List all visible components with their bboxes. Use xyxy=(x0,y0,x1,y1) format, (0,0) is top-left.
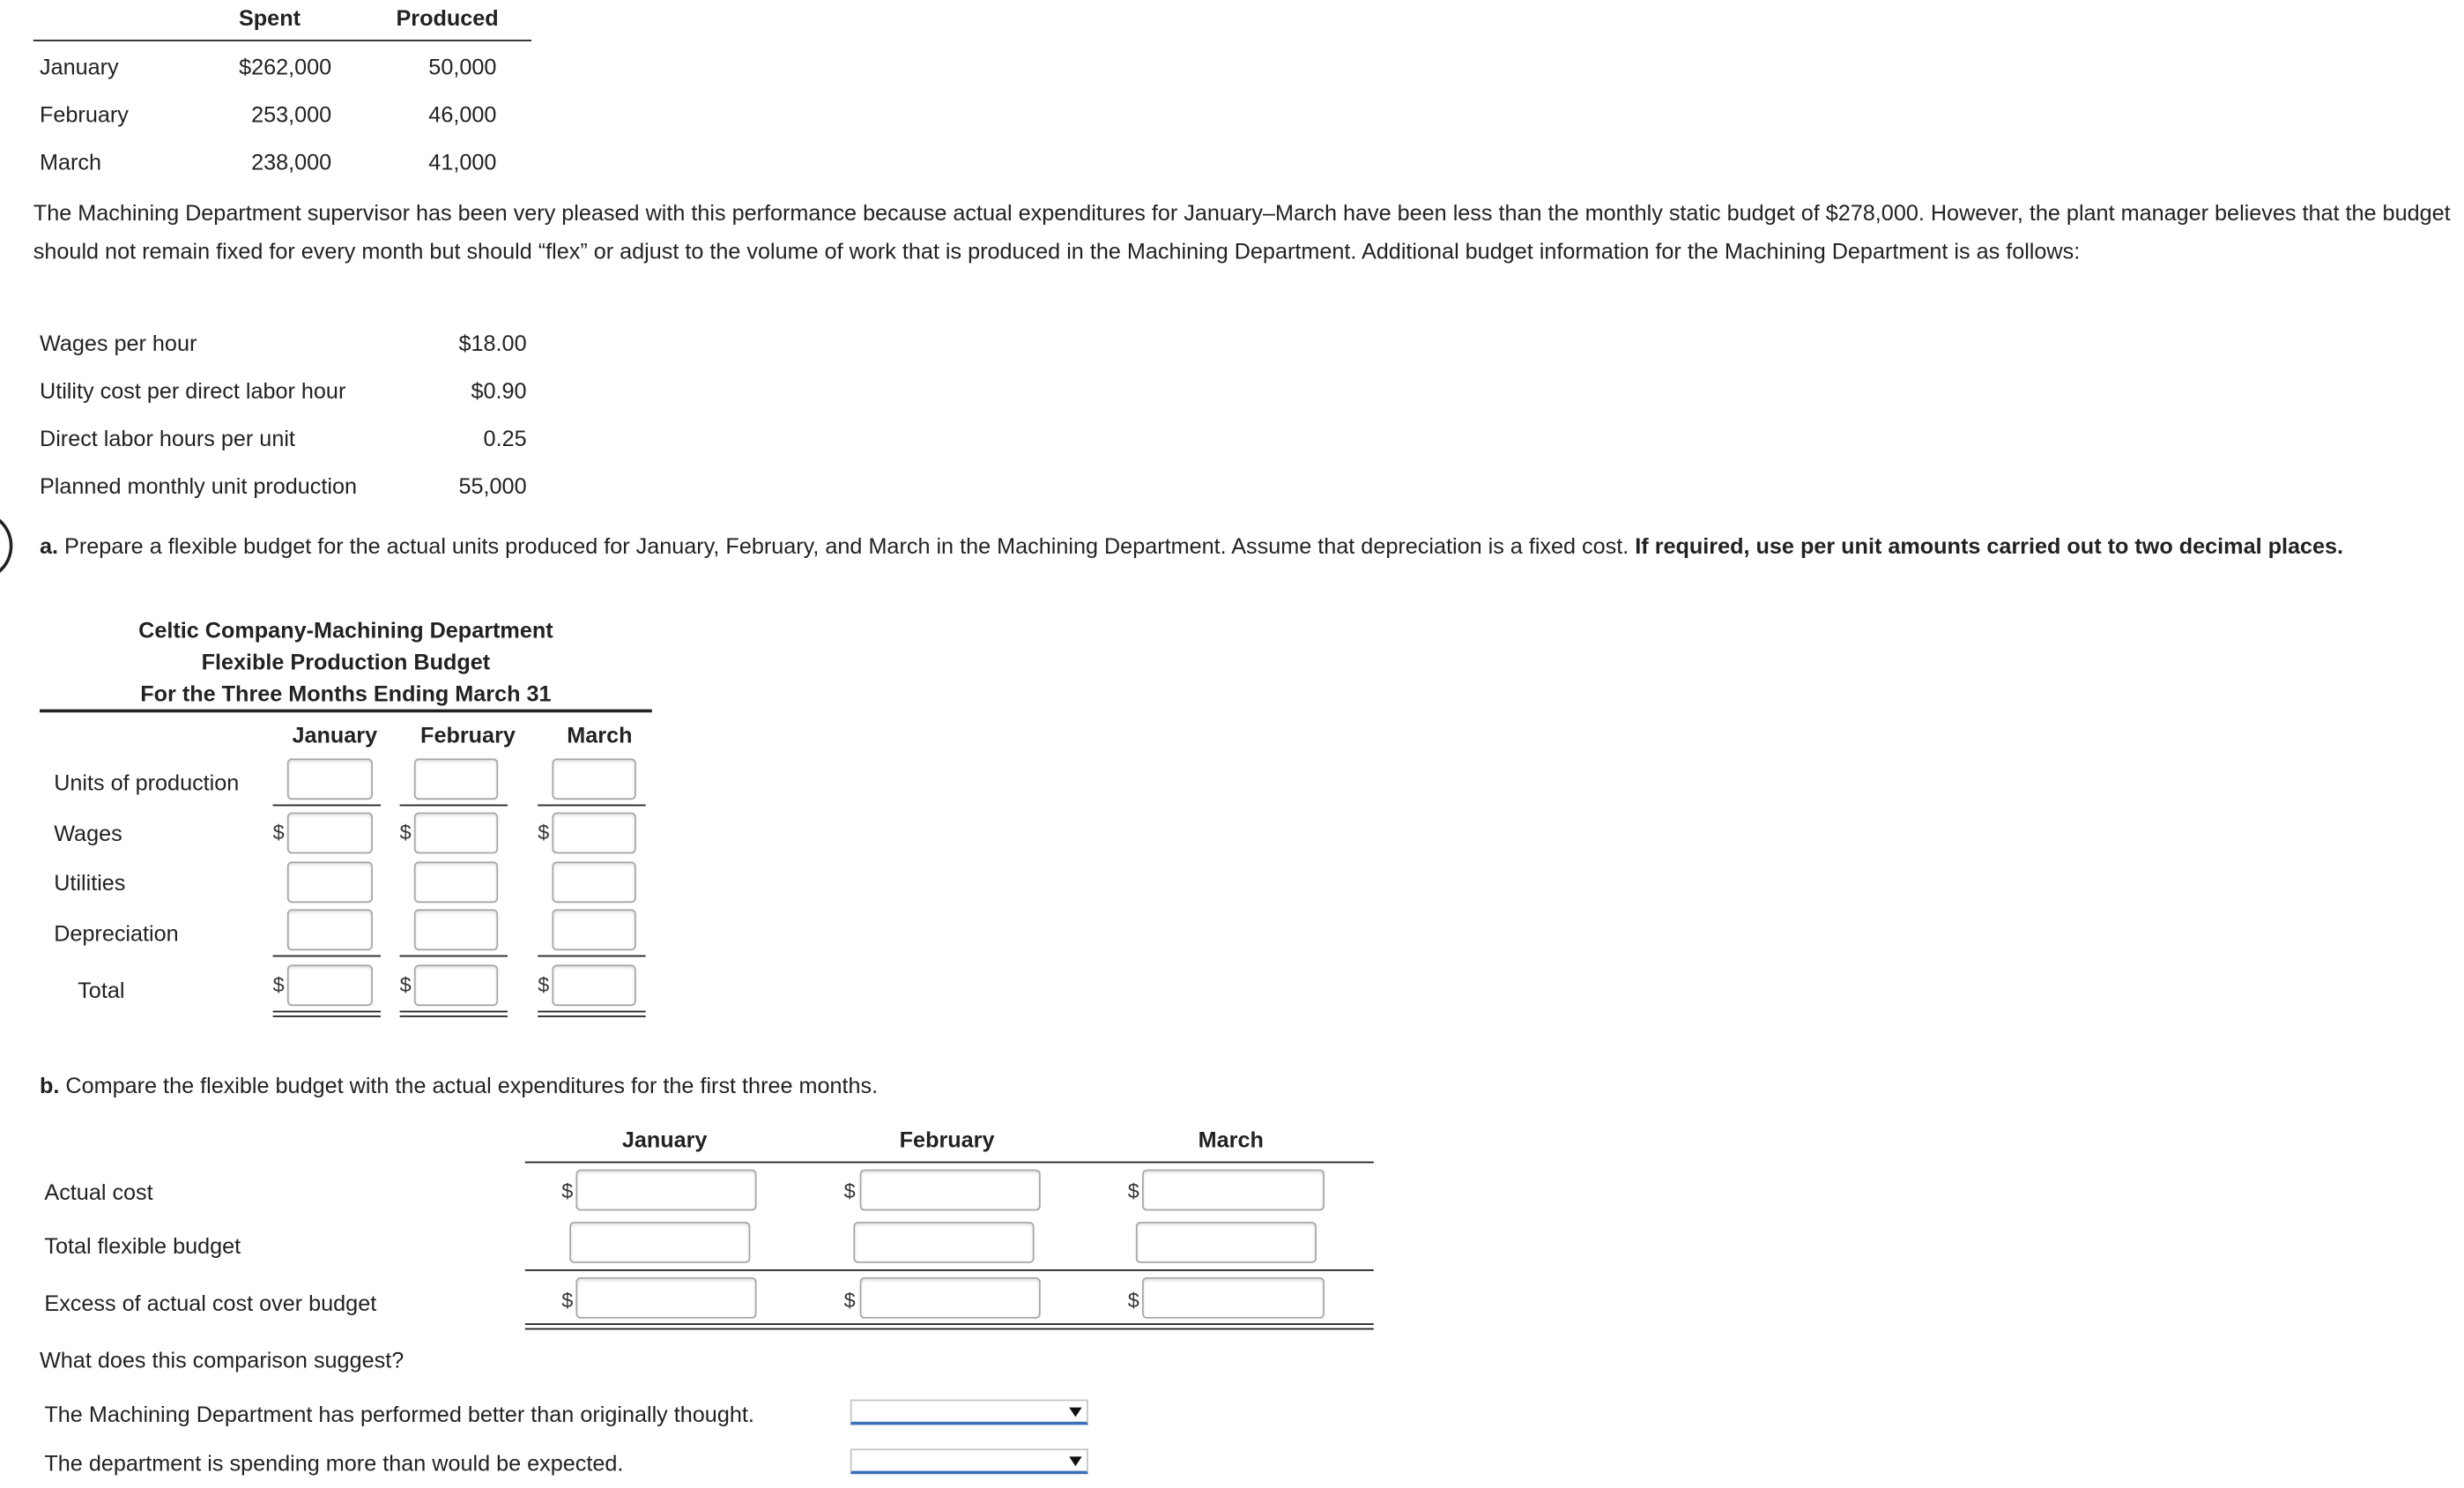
flex-dep-rule-february xyxy=(400,956,508,957)
compare-actual-february-input[interactable] xyxy=(860,1170,1041,1211)
budget-value-wages: $18.00 xyxy=(458,330,527,356)
actual-spent-january: $262,000 xyxy=(239,54,332,79)
budget-value-planned: 55,000 xyxy=(458,472,527,499)
flex-wages-dollar-january: $ xyxy=(272,820,285,844)
flex-units-february-input[interactable] xyxy=(414,758,498,800)
compare-row-actual: Actual cost xyxy=(44,1179,153,1205)
flex-title-company: Celtic Company-Machining Department xyxy=(138,617,553,643)
compare-actual-january-input[interactable] xyxy=(575,1170,756,1211)
budget-value-hours: 0.25 xyxy=(483,425,527,451)
part-b-instructions xyxy=(40,1073,878,1098)
flex-wages-dollar-february: $ xyxy=(399,820,412,844)
flex-row-total: Total xyxy=(78,977,125,1003)
flex-depreciation-january-input[interactable] xyxy=(287,909,373,950)
compare-row-flexible: Total flexible budget xyxy=(44,1232,241,1259)
flex-wages-january-input[interactable] xyxy=(287,813,373,854)
compare-col-february: February xyxy=(899,1127,995,1152)
flex-title-rule xyxy=(40,710,652,713)
compare-flexible-march-input[interactable] xyxy=(1136,1222,1317,1263)
statement-spending-more: The department is spending more than would be expected. xyxy=(44,1450,624,1476)
flex-title-budget: Flexible Production Budget xyxy=(201,649,491,674)
part-b-letter: b. xyxy=(40,1072,60,1098)
statement-better-select[interactable] xyxy=(850,1400,1088,1425)
compare-excess-dollar-february: $ xyxy=(843,1288,856,1313)
actual-month-february: February xyxy=(40,101,129,127)
compare-excess-dollar-march: $ xyxy=(1127,1288,1139,1313)
flex-units-rule-march xyxy=(538,805,645,807)
actual-spent-march: 238,000 xyxy=(251,149,332,175)
flex-units-rule-february xyxy=(400,805,508,807)
compare-row-excess: Excess of actual cost over budget xyxy=(44,1290,377,1316)
actual-month-march: March xyxy=(40,149,102,175)
flex-depreciation-february-input[interactable] xyxy=(414,909,498,950)
part-a-bold-text: If required, use per unit amounts carried out to two decimal places. xyxy=(1635,532,2344,559)
flex-row-utilities: Utilities xyxy=(54,869,126,896)
compare-excess-march-input[interactable] xyxy=(1142,1277,1325,1319)
compare-flexible-rule xyxy=(525,1269,1374,1271)
flex-row-depreciation: Depreciation xyxy=(54,920,179,946)
flex-total-january-input[interactable] xyxy=(287,964,373,1006)
compare-excess-double-rule xyxy=(525,1323,1374,1329)
header-spent: Spent xyxy=(238,4,301,31)
actual-produced-march: 41,000 xyxy=(428,149,497,175)
flex-utilities-january-input[interactable] xyxy=(287,861,373,903)
statement-better-than-thought: The Machining Department has performed better than originally thought. xyxy=(44,1401,754,1427)
current-question-marker xyxy=(0,511,12,581)
actual-spent-february: 253,000 xyxy=(251,101,332,127)
compare-col-march: March xyxy=(1198,1127,1264,1152)
compare-actual-march-input[interactable] xyxy=(1142,1170,1325,1211)
part-a-instructions xyxy=(40,528,2443,565)
flex-total-march-input[interactable] xyxy=(552,964,635,1006)
compare-header-rule xyxy=(525,1162,1374,1164)
compare-flexible-january-input[interactable] xyxy=(569,1222,750,1263)
flex-units-rule-january xyxy=(273,805,381,807)
flex-total-double-rule-march xyxy=(538,1011,645,1017)
budget-label-utility: Utility cost per direct labor hour xyxy=(40,377,346,404)
flex-total-dollar-march: $ xyxy=(538,972,550,997)
flex-depreciation-march-input[interactable] xyxy=(552,909,635,950)
compare-col-january: January xyxy=(621,1127,708,1152)
budget-label-planned: Planned monthly unit production xyxy=(40,472,358,499)
comparison-question: What does this comparison suggest? xyxy=(40,1347,404,1373)
compare-actual-dollar-february: $ xyxy=(843,1179,856,1203)
flex-col-january: January xyxy=(292,722,378,748)
flex-total-february-input[interactable] xyxy=(414,964,498,1006)
header-rule xyxy=(33,40,531,41)
compare-actual-dollar-january: $ xyxy=(561,1179,574,1203)
flex-col-february: February xyxy=(420,722,516,748)
flex-wages-february-input[interactable] xyxy=(414,813,498,854)
flex-row-units: Units of production xyxy=(54,770,240,795)
flex-wages-dollar-march: $ xyxy=(538,820,550,844)
budget-label-hours: Direct labor hours per unit xyxy=(40,425,295,451)
part-a-letter: a. xyxy=(40,532,59,559)
flex-col-march: March xyxy=(567,722,633,748)
compare-flexible-february-input[interactable] xyxy=(853,1222,1034,1263)
flex-total-double-rule-february xyxy=(400,1011,508,1017)
flex-title-period: For the Three Months Ending March 31 xyxy=(140,681,552,706)
compare-excess-january-input[interactable] xyxy=(575,1277,756,1319)
flex-row-wages: Wages xyxy=(54,820,122,846)
budget-label-wages: Wages per hour xyxy=(40,330,197,356)
flex-units-march-input[interactable] xyxy=(552,758,635,800)
flex-utilities-february-input[interactable] xyxy=(414,861,498,903)
actual-produced-january: 50,000 xyxy=(428,54,497,79)
part-a-text: Prepare a flexible budget for the actual units produced for January, February, and March in the Machining Department. Assume that depreciation is a fixed cost. xyxy=(64,532,1629,559)
statement-spending-select[interactable] xyxy=(850,1448,1088,1474)
flex-dep-rule-march xyxy=(538,956,645,957)
flex-dep-rule-january xyxy=(273,956,381,957)
budget-value-utility: $0.90 xyxy=(471,377,527,404)
actual-produced-february: 46,000 xyxy=(428,101,497,127)
compare-excess-dollar-january: $ xyxy=(561,1288,574,1313)
header-produced: Produced xyxy=(396,4,499,31)
chevron-down-icon xyxy=(1069,1408,1081,1417)
part-b-text: Compare the flexible budget with the actual expenditures for the first three months. xyxy=(65,1072,879,1098)
flex-total-double-rule-january xyxy=(273,1011,381,1017)
compare-excess-february-input[interactable] xyxy=(860,1277,1041,1319)
flex-total-dollar-february: $ xyxy=(399,972,412,997)
flex-total-dollar-january: $ xyxy=(272,972,285,997)
intro-paragraph: The Machining Department supervisor has been very pleased with this performance because actual expenditures for January–March have been less than the monthly static budget of $278,000. However, the plant manager believes that the budget should not remain fixed for every month but should “flex” or adjust to the volume of work that is produced in the Machining Department. Additional budget information for the Machining Department is as follows: xyxy=(33,199,2451,263)
flex-wages-march-input[interactable] xyxy=(552,813,635,854)
chevron-down-icon xyxy=(1069,1456,1081,1466)
flex-utilities-march-input[interactable] xyxy=(552,861,635,903)
actual-month-january: January xyxy=(40,54,119,79)
flex-units-january-input[interactable] xyxy=(287,758,373,800)
compare-actual-dollar-march: $ xyxy=(1127,1179,1139,1203)
